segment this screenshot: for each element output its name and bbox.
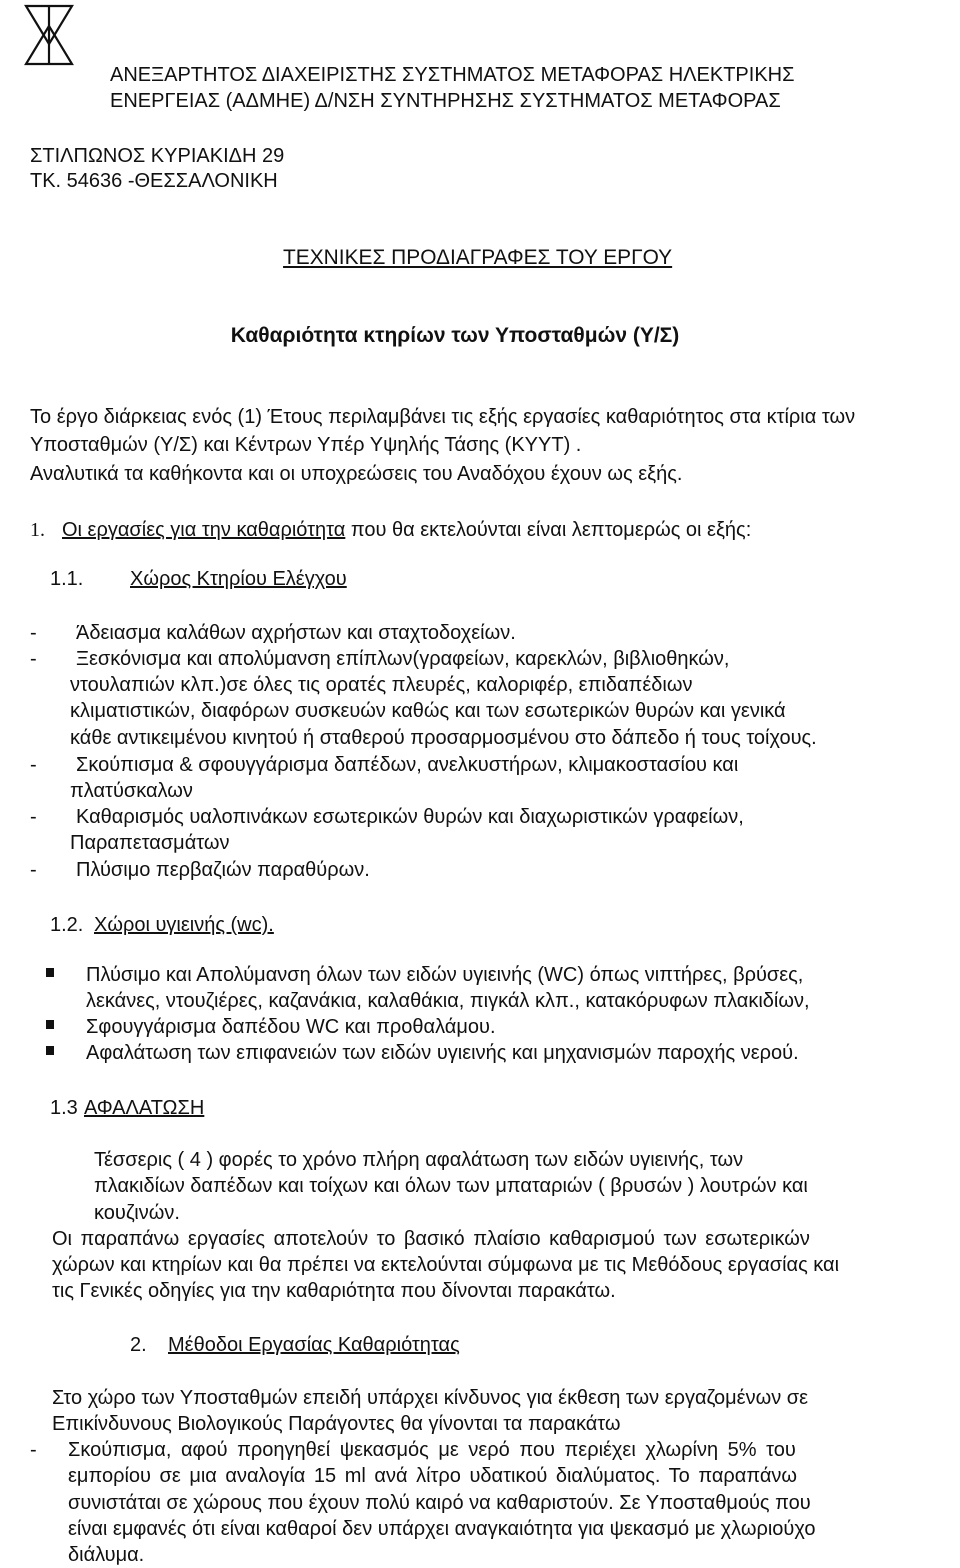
section-1-heading-underlined: Οι εργασίες για την καθαριότητα	[62, 519, 346, 541]
sub-1-3-number: 1.3	[50, 1097, 78, 1119]
address-line-1: ΣΤΙΛΠΩΝΟΣ ΚΥΡΙΑΚΙΔΗ 29	[30, 145, 285, 167]
dash-5: -	[30, 859, 37, 881]
document-title: ΤΕΧΝΙΚΕΣ ΠΡΟΔΙΑΓΡΑΦΕΣ ΤΟΥ ΕΡΓΟΥ	[283, 246, 673, 269]
list-item-cont: ντουλαπιών κλπ.)σε όλες τις ορατές πλευρές, καλοριφέρ, επιδαπέδιων	[70, 674, 693, 696]
square-bullet-icon	[46, 1020, 54, 1029]
closing-line-1: Οι παραπάνω εργασίες αποτελούν το βασικό πλαίσιο καθαρισμού των εσωτερικών	[52, 1228, 810, 1250]
intro-line-1: Το έργο διάρκειας ενός (1) Έτους περιλαμβάνει τις εξής εργασίες καθαριότητος στα κτίρια των	[30, 406, 856, 428]
list-item: Αφαλάτωση των επιφανειών των ειδών υγιεινής και μηχανισμών παροχής νερού.	[86, 1042, 799, 1064]
sub-1-2-number: 1.2.	[50, 914, 84, 936]
list-item: Ξεσκόνισμα και απολύμανση επίπλων(γραφείων, καρεκλών, βιβλιοθηκών,	[76, 648, 730, 670]
dash-3: -	[30, 754, 37, 776]
address-line-2: ΤΚ. 54636 -ΘΕΣΣΑΛΟΝΙΚΗ	[30, 170, 278, 192]
sub-1-1-heading: Χώρος Κτηρίου Ελέγχου	[130, 568, 347, 590]
dash-4: -	[30, 806, 37, 828]
dash-6: -	[30, 1439, 37, 1461]
list-item: Σφουγγάρισμα δαπέδου WC και προθαλάμου.	[86, 1016, 496, 1038]
square-bullet-icon	[46, 968, 54, 977]
list-item: Πλύσιμο περβαζιών παραθύρων.	[76, 859, 370, 881]
section-2-number: 2.	[130, 1334, 147, 1356]
section-1-heading	[62, 517, 751, 543]
list-item: Σκούπισμα, αφού προηγηθεί ψεκασμός με νερό που περιέχει χλωρίνη 5% του	[68, 1439, 796, 1461]
list-item: Σκούπισμα & σφουγγάρισμα δαπέδων, ανελκυστήρων, κλιμακοστασίου και	[76, 754, 739, 776]
closing-line-3: τις Γενικές οδηγίες για την καθαριότητα που δίνονται παρακάτω.	[52, 1280, 616, 1302]
section-2-intro-line: Στο χώρο των Υποσταθμών επειδή υπάρχει κίνδυνος για έκθεση των εργαζομένων σε	[52, 1387, 809, 1409]
list-item-cont: εμπορίου σε μια αναλογία 15 ml ανά λίτρο υδατικού διαλύματος. Το παραπάνω	[68, 1465, 798, 1487]
document-subtitle: Καθαριότητα κτηρίων των Υποσταθμών (Υ/Σ)	[230, 324, 680, 347]
list-item-cont: διάλυμα.	[68, 1544, 145, 1566]
square-bullet-icon	[46, 1046, 54, 1055]
list-item: Άδειασμα καλάθων αχρήστων και σταχτοδοχείων.	[76, 622, 516, 644]
intro-line-2: Υποσταθμών (Υ/Σ) και Κέντρων Υπέρ Υψηλής Τάσης (ΚΥΥΤ) .	[30, 434, 582, 456]
section-2-heading: Μέθοδοι Εργασίας Καθαριότητας	[168, 1334, 460, 1356]
paragraph-line: πλακιδίων δαπέδων και τοίχων και όλων των μπαταριών ( βρυσών ) λουτρών και	[94, 1175, 808, 1197]
closing-line-2: χώρων και κτηρίων και θα πρέπει να εκτελούνται σύμφωνα με τις Μεθόδους εργασίας και	[52, 1254, 840, 1276]
list-item-cont: κάθε αντικειμένου κινητού ή σταθερού προσαρμοσμένου στο δάπεδο ή τους τοίχους.	[70, 727, 817, 749]
sub-1-3-heading: ΑΦΑΛΑΤΩΣΗ	[84, 1097, 205, 1119]
paragraph-line: κουζινών.	[94, 1202, 180, 1224]
list-item-cont: λεκάνες, ντουζιέρες, καζανάκια, καλαθάκια, πιγκάλ κλπ., κατακόρυφων πλακιδίων,	[86, 990, 810, 1012]
list-item: Καθαρισμός υαλοπινάκων εσωτερικών θυρών και διαχωριστικών γραφείων,	[76, 806, 744, 828]
section-2-intro-line: Επικίνδυνους Βιολογικούς Παράγοντες θα γίνονται τα παρακάτω	[52, 1413, 621, 1435]
list-item-cont: πλατύσκαλων	[70, 780, 193, 802]
list-item-cont: κλιματιστικών, διαφόρων συσκευών καθώς και των εσωτερικών θυρών και γενικά	[70, 700, 786, 722]
paragraph-line: Τέσσερις ( 4 ) φορές το χρόνο πλήρη αφαλάτωση των ειδών υγιεινής, των	[94, 1149, 744, 1171]
organization-logo	[24, 4, 74, 66]
dash-2: -	[30, 648, 37, 670]
intro-line-3: Αναλυτικά τα καθήκοντα και οι υποχρεώσεις του Αναδόχου έχουν ως εξής.	[30, 463, 683, 485]
section-1-number: 1.	[30, 519, 45, 541]
list-item-cont: συνιστάται σε χώρους που έχουν πολύ καιρό να καθαριστούν. Σε Υποσταθμούς που	[68, 1492, 811, 1514]
list-item-cont: Παραπετασμάτων	[70, 832, 230, 854]
org-line-2: ΕΝΕΡΓΕΙΑΣ (ΑΔΜΗΕ) Δ/ΝΣΗ ΣΥΝΤΗΡΗΣΗΣ ΣΥΣΤΗΜΑΤΟΣ ΜΕΤΑΦΟΡΑΣ	[110, 90, 781, 112]
section-1-heading-rest: που θα εκτελούνται είναι λεπτομερώς οι εξής:	[345, 519, 752, 541]
sub-1-1-number: 1.1.	[50, 568, 84, 590]
list-item: Πλύσιμο και Απολύμανση όλων των ειδών υγιεινής (WC) όπως νιπτήρες, βρύσες,	[86, 964, 804, 986]
list-item-cont: είναι εμφανές ότι είναι καθαροί δεν υπάρχει αναγκαιότητα για ψεκασμό με χλωριούχο	[68, 1518, 816, 1540]
dash-1: -	[30, 622, 37, 644]
sub-1-2-heading: Χώροι υγιεινής (wc).	[94, 914, 274, 936]
org-line-1: ΑΝΕΞΑΡΤΗΤΟΣ ΔΙΑΧΕΙΡΙΣΤΗΣ ΣΥΣΤΗΜΑΤΟΣ ΜΕΤΑΦΟΡΑΣ ΗΛΕΚΤΡΙΚΗΣ	[110, 64, 795, 86]
